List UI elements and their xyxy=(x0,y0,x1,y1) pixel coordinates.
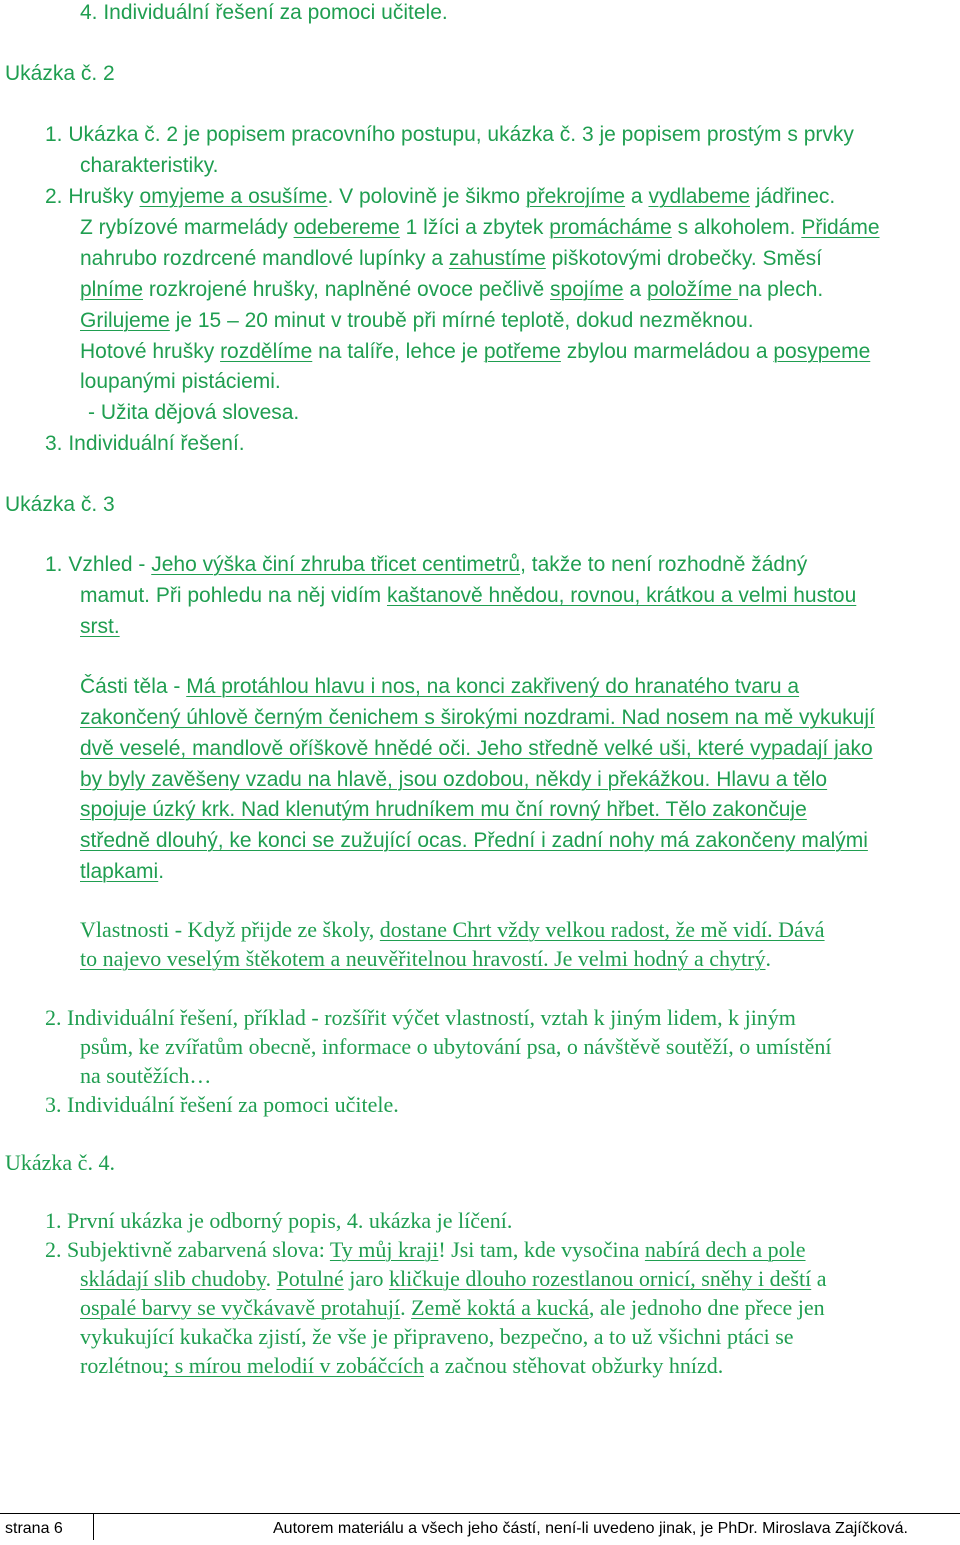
text-segment: 4. Individuální řešení za pomoci učitele. xyxy=(80,1,448,24)
text-segment: . xyxy=(158,860,165,883)
line xyxy=(45,184,835,210)
text-segment: 3. Individuální řešení. xyxy=(45,432,245,455)
text-segment: Ukázka č. 4. xyxy=(5,1150,115,1175)
line xyxy=(80,246,822,272)
underlined-term: posypeme xyxy=(773,340,871,363)
text-segment: 1 lžíci a zbytek xyxy=(399,216,550,239)
underlined-term: spojuje úzký krk. Nad klenutým hrudníkem mu ční rovný hřbet. Tělo zakončuje xyxy=(80,798,807,821)
line xyxy=(80,1034,831,1060)
underlined-term: by byly zavěšeny vzadu na hlavě, jsou ozdobou, někdy i překážkou. Hlavu a tělo xyxy=(80,768,828,791)
underlined-term: ; s mírou melodií v zobáčcích xyxy=(163,1353,424,1378)
underlined-term: kaštanově hnědou, rovnou, krátkou a velmi hustou xyxy=(386,584,857,607)
line xyxy=(80,277,823,303)
line xyxy=(45,552,807,578)
line xyxy=(80,674,799,700)
line xyxy=(80,917,825,943)
footer-divider xyxy=(0,1513,960,1514)
text-segment: mamut. Při pohledu na něj vidím xyxy=(80,584,387,607)
underlined-term: Ty můj kraji xyxy=(329,1237,439,1262)
underlined-term: vydlabeme xyxy=(648,185,751,208)
heading-ukazka-3 xyxy=(5,492,115,518)
line xyxy=(45,1005,796,1031)
underlined-term: rozdělíme xyxy=(220,340,313,363)
underlined-term: spojíme xyxy=(550,278,624,301)
underlined-term: středně dlouhý, ke konci se zužující ocas. Přední i zadní nohy má zakončeny malými xyxy=(80,829,868,852)
text-segment: psům, ke zvířatům obecně, informace o ubytování psa, o návštěvě soutěží, o umístění xyxy=(80,1034,832,1059)
line xyxy=(45,1092,399,1118)
underlined-term: ospalé barvy se vyčkávavě protahují xyxy=(80,1295,401,1320)
line xyxy=(80,614,120,640)
line xyxy=(80,705,875,731)
line xyxy=(80,946,771,972)
underlined-term: potřeme xyxy=(483,340,561,363)
underlined-term: Přidáme xyxy=(801,216,880,239)
line xyxy=(80,859,164,885)
text-segment: ! Jsi tam, kde vysočina xyxy=(438,1237,645,1262)
underlined-term: omyjeme a xyxy=(139,185,249,208)
text-segment: charakteristiky. xyxy=(80,154,219,177)
underlined-term: skládají slib chudoby xyxy=(80,1266,266,1291)
text-segment: . xyxy=(400,1295,412,1320)
line xyxy=(45,122,854,148)
text-segment: Z rybízové marmelády xyxy=(80,216,294,239)
underlined-term: dostane Chrt vždy velkou radost, že mě vidí. Dává xyxy=(379,917,825,942)
text-segment: - Užita dějová slovesa. xyxy=(88,401,300,424)
underlined-term: odebereme xyxy=(293,216,400,239)
underlined-term: to najevo veselým štěkotem a neuvěřitelnou hravostí. Je velmi hodný a chytrý xyxy=(80,946,766,971)
underlined-term: Země koktá a kucká xyxy=(411,1295,589,1320)
text-segment: 2. Subjektivně zabarvená slova: xyxy=(45,1237,330,1262)
underlined-term: osušíme xyxy=(248,185,328,208)
underlined-term: plníme xyxy=(80,278,144,301)
text-segment: a začnou stěhovat obžurky hnízd. xyxy=(423,1353,724,1378)
text-segment: Ukázka č. 3 xyxy=(5,493,115,516)
text-segment: rozkrojené hrušky, naplněné ovoce pečlivě xyxy=(143,278,551,301)
text-segment: Vlastnosti - Když přijde ze školy, xyxy=(80,917,380,942)
underlined-term: Grilujeme xyxy=(80,309,170,332)
line xyxy=(80,369,281,395)
author-note: Autorem materiálu a všech jeho částí, není-li uvedeno jinak, je PhDr. Miroslava Zajíčková. xyxy=(273,1520,908,1537)
text-segment: a xyxy=(811,1266,827,1291)
line xyxy=(88,400,299,426)
text-segment: na plech. xyxy=(737,278,824,301)
underlined-term: promácháme xyxy=(549,216,672,239)
text-segment: 2. Individuální řešení, příklad - rozšířit výčet vlastností, vztah k jiným lidem, k jiným xyxy=(45,1005,796,1030)
text-segment: jaro xyxy=(343,1266,389,1291)
text-segment: vykukující kukačka zjistí, že vše je připraveno, bezpečno, a to už všichni ptáci se xyxy=(80,1324,794,1349)
text-segment: , takže to není rozhodně žádný xyxy=(520,553,808,576)
text-segment: 3. Individuální řešení za pomoci učitele. xyxy=(45,1092,399,1117)
line xyxy=(80,339,870,365)
text-segment: 2. Hrušky xyxy=(45,185,140,208)
line xyxy=(80,736,873,762)
text-segment: . xyxy=(265,1266,277,1291)
text-segment: nahrubo rozdrcené mandlové lupínky a xyxy=(80,247,449,270)
underlined-term: překrojíme xyxy=(525,185,626,208)
heading-ukazka-2 xyxy=(5,61,115,87)
line xyxy=(80,767,827,793)
line xyxy=(80,0,448,26)
text-segment: rozlétnou xyxy=(80,1353,164,1378)
line xyxy=(80,1353,723,1379)
text-segment: piškotovými drobečky. Směsí xyxy=(545,247,822,270)
text-segment: loupanými pistáciemi. xyxy=(80,370,281,393)
footer-separator xyxy=(93,1514,94,1540)
line xyxy=(80,1324,794,1350)
text-segment: , ale jednoho dne přece jen xyxy=(588,1295,825,1320)
underlined-term: Jeho výška činí zhruba třicet centimetrů xyxy=(151,553,521,576)
text-segment: na soutěžích… xyxy=(80,1063,212,1088)
heading-ukazka-4 xyxy=(5,1150,115,1176)
text-segment: 1. Ukázka č. 2 je popisem pracovního postupu, ukázka č. 3 je popisem prostým s prvky xyxy=(45,123,854,146)
line xyxy=(80,1063,211,1089)
text-segment: Hotové hrušky xyxy=(80,340,221,363)
line xyxy=(80,215,880,241)
text-segment: zbylou marmeládou a xyxy=(560,340,774,363)
text-segment: Ukázka č. 2 xyxy=(5,62,115,85)
text-segment: 1. První ukázka je odborný popis, 4. ukázka je líčení. xyxy=(45,1208,513,1233)
text-segment: a xyxy=(625,185,649,208)
line xyxy=(45,1237,806,1263)
underlined-term: dvě veselé, mandlově oříškově hnědé oči. Jeho středně velké uši, které vypadají jako xyxy=(80,737,873,760)
text-segment: Části těla - xyxy=(80,675,187,698)
line xyxy=(80,1295,825,1321)
line xyxy=(80,797,807,823)
text-segment: je 15 – 20 minut v troubě při mírné teplotě, dokud nezměknou. xyxy=(169,309,754,332)
text-segment: 1. Vzhled - xyxy=(45,553,152,576)
text-segment: a xyxy=(623,278,647,301)
line xyxy=(80,828,868,854)
underlined-term: nabírá dech a pole xyxy=(644,1237,806,1262)
line xyxy=(45,1208,512,1234)
text-segment: . xyxy=(765,946,771,971)
line xyxy=(80,583,856,609)
line xyxy=(80,153,218,179)
text-segment: . V polovině je šikmo xyxy=(327,185,526,208)
line xyxy=(80,1266,826,1292)
text-segment: s alkoholem. xyxy=(671,216,802,239)
text-segment: na talíře, lehce je xyxy=(312,340,484,363)
underlined-term: kličkuje dlouho rozestlanou ornicí, sněhy i deští xyxy=(389,1266,812,1291)
line xyxy=(45,431,245,457)
underlined-term: zakončený úhlově černým čenichem s širokými nozdrami. Nad nosem na mě vykukují xyxy=(80,706,875,729)
underlined-term: zahustíme xyxy=(448,247,546,270)
page-number: strana 6 xyxy=(5,1520,63,1537)
underlined-term: tlapkami xyxy=(80,860,159,883)
text-segment: jádřinec. xyxy=(750,185,836,208)
underlined-term: Má protáhlou hlavu i nos, na konci zakřivený do hranatého tvaru a xyxy=(186,675,800,698)
underlined-term: srst. xyxy=(80,615,120,638)
line xyxy=(80,308,754,334)
underlined-term: položíme xyxy=(646,278,738,301)
underlined-term: Potulné xyxy=(276,1266,344,1291)
